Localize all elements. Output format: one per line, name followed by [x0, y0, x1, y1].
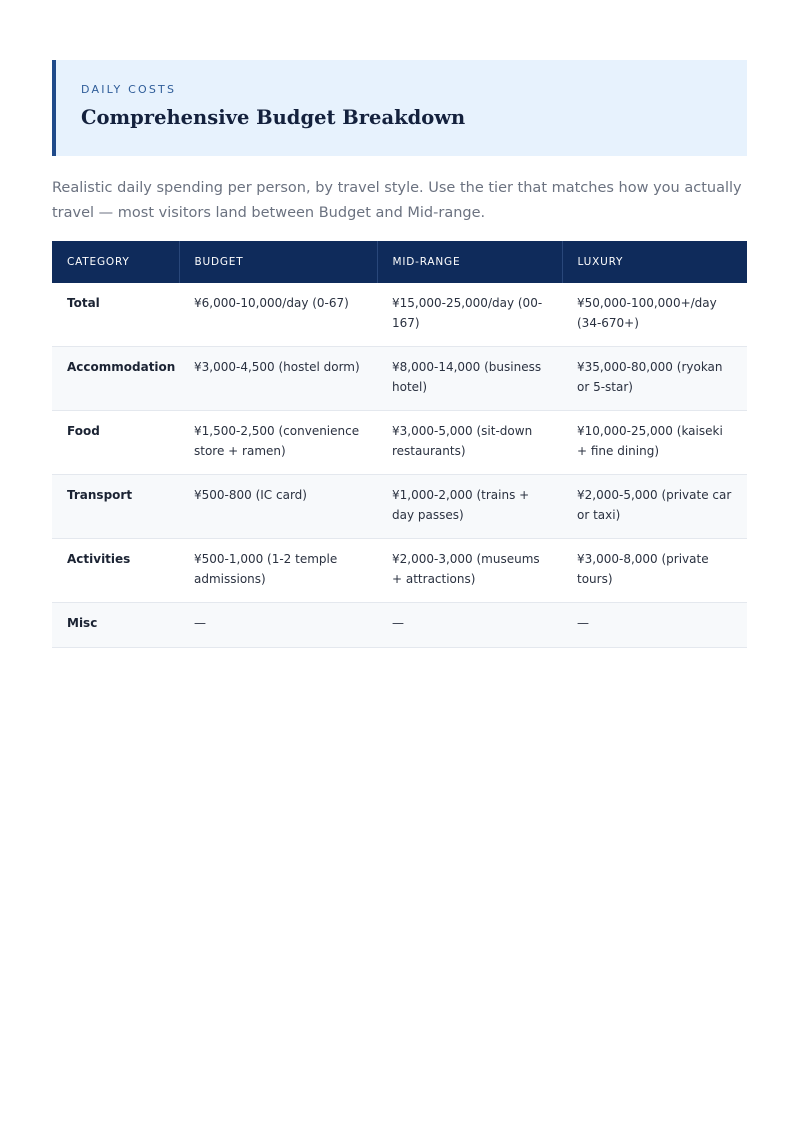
header-category: CATEGORY — [52, 241, 179, 283]
intro-paragraph: Realistic daily spending per person, by travel style. Use the tier that matches how you actually travel — most visitors land between Budget and Mid-range. — [52, 180, 742, 221]
luxury-cell: ¥3,000-8,000 (private tours) — [562, 539, 747, 603]
luxury-cell: — — [562, 603, 747, 648]
budget-cell: ¥500-800 (IC card) — [179, 475, 377, 539]
budget-cell: ¥6,000-10,000/day (0-67) — [179, 283, 377, 347]
luxury-cell: ¥50,000-100,000+/day (34-670+) — [562, 283, 747, 347]
budget-cell: ¥1,500-2,500 (convenience store + ramen) — [179, 411, 377, 475]
mid-range-cell: ¥2,000-3,000 (museums + attractions) — [377, 539, 562, 603]
section-title: Comprehensive Budget Breakdown — [81, 106, 466, 129]
budget-cell: — — [179, 603, 377, 648]
row-category: Accommodation — [52, 347, 179, 411]
budget-cell: ¥500-1,000 (1-2 temple admissions) — [179, 539, 377, 603]
header-luxury: LUXURY — [562, 241, 747, 283]
luxury-cell: ¥10,000-25,000 (kaiseki + fine dining) — [562, 411, 747, 475]
row-category: Transport — [52, 475, 179, 539]
budget-cell: ¥3,000-4,500 (hostel dorm) — [179, 347, 377, 411]
row-category: Misc — [52, 603, 179, 648]
table-row — [52, 411, 747, 475]
mid-range-cell: ¥8,000-14,000 (business hotel) — [377, 347, 562, 411]
luxury-cell: ¥35,000-80,000 (ryokan or 5-star) — [562, 347, 747, 411]
mid-range-cell: — — [377, 603, 562, 648]
mid-range-cell: ¥1,000-2,000 (trains + day passes) — [377, 475, 562, 539]
table-row — [52, 347, 747, 411]
row-category: Total — [52, 283, 179, 347]
luxury-cell: ¥2,000-5,000 (private car or taxi) — [562, 475, 747, 539]
table-row — [52, 283, 747, 347]
table-header-row — [52, 241, 747, 283]
table-body — [52, 283, 747, 647]
section-eyebrow: DAILY COSTS — [81, 83, 177, 96]
row-category: Food — [52, 411, 179, 475]
mid-range-cell: ¥15,000-25,000/day (00-167) — [377, 283, 562, 347]
header-mid-range: MID-RANGE — [377, 241, 562, 283]
budget-table — [52, 241, 747, 648]
header-budget: BUDGET — [179, 241, 377, 283]
row-category: Activities — [52, 539, 179, 603]
table-row — [52, 475, 747, 539]
section-header-callout — [52, 60, 747, 156]
table-row — [52, 539, 747, 603]
mid-range-cell: ¥3,000-5,000 (sit-down restaurants) — [377, 411, 562, 475]
table-row — [52, 603, 747, 648]
table-header — [52, 241, 747, 283]
